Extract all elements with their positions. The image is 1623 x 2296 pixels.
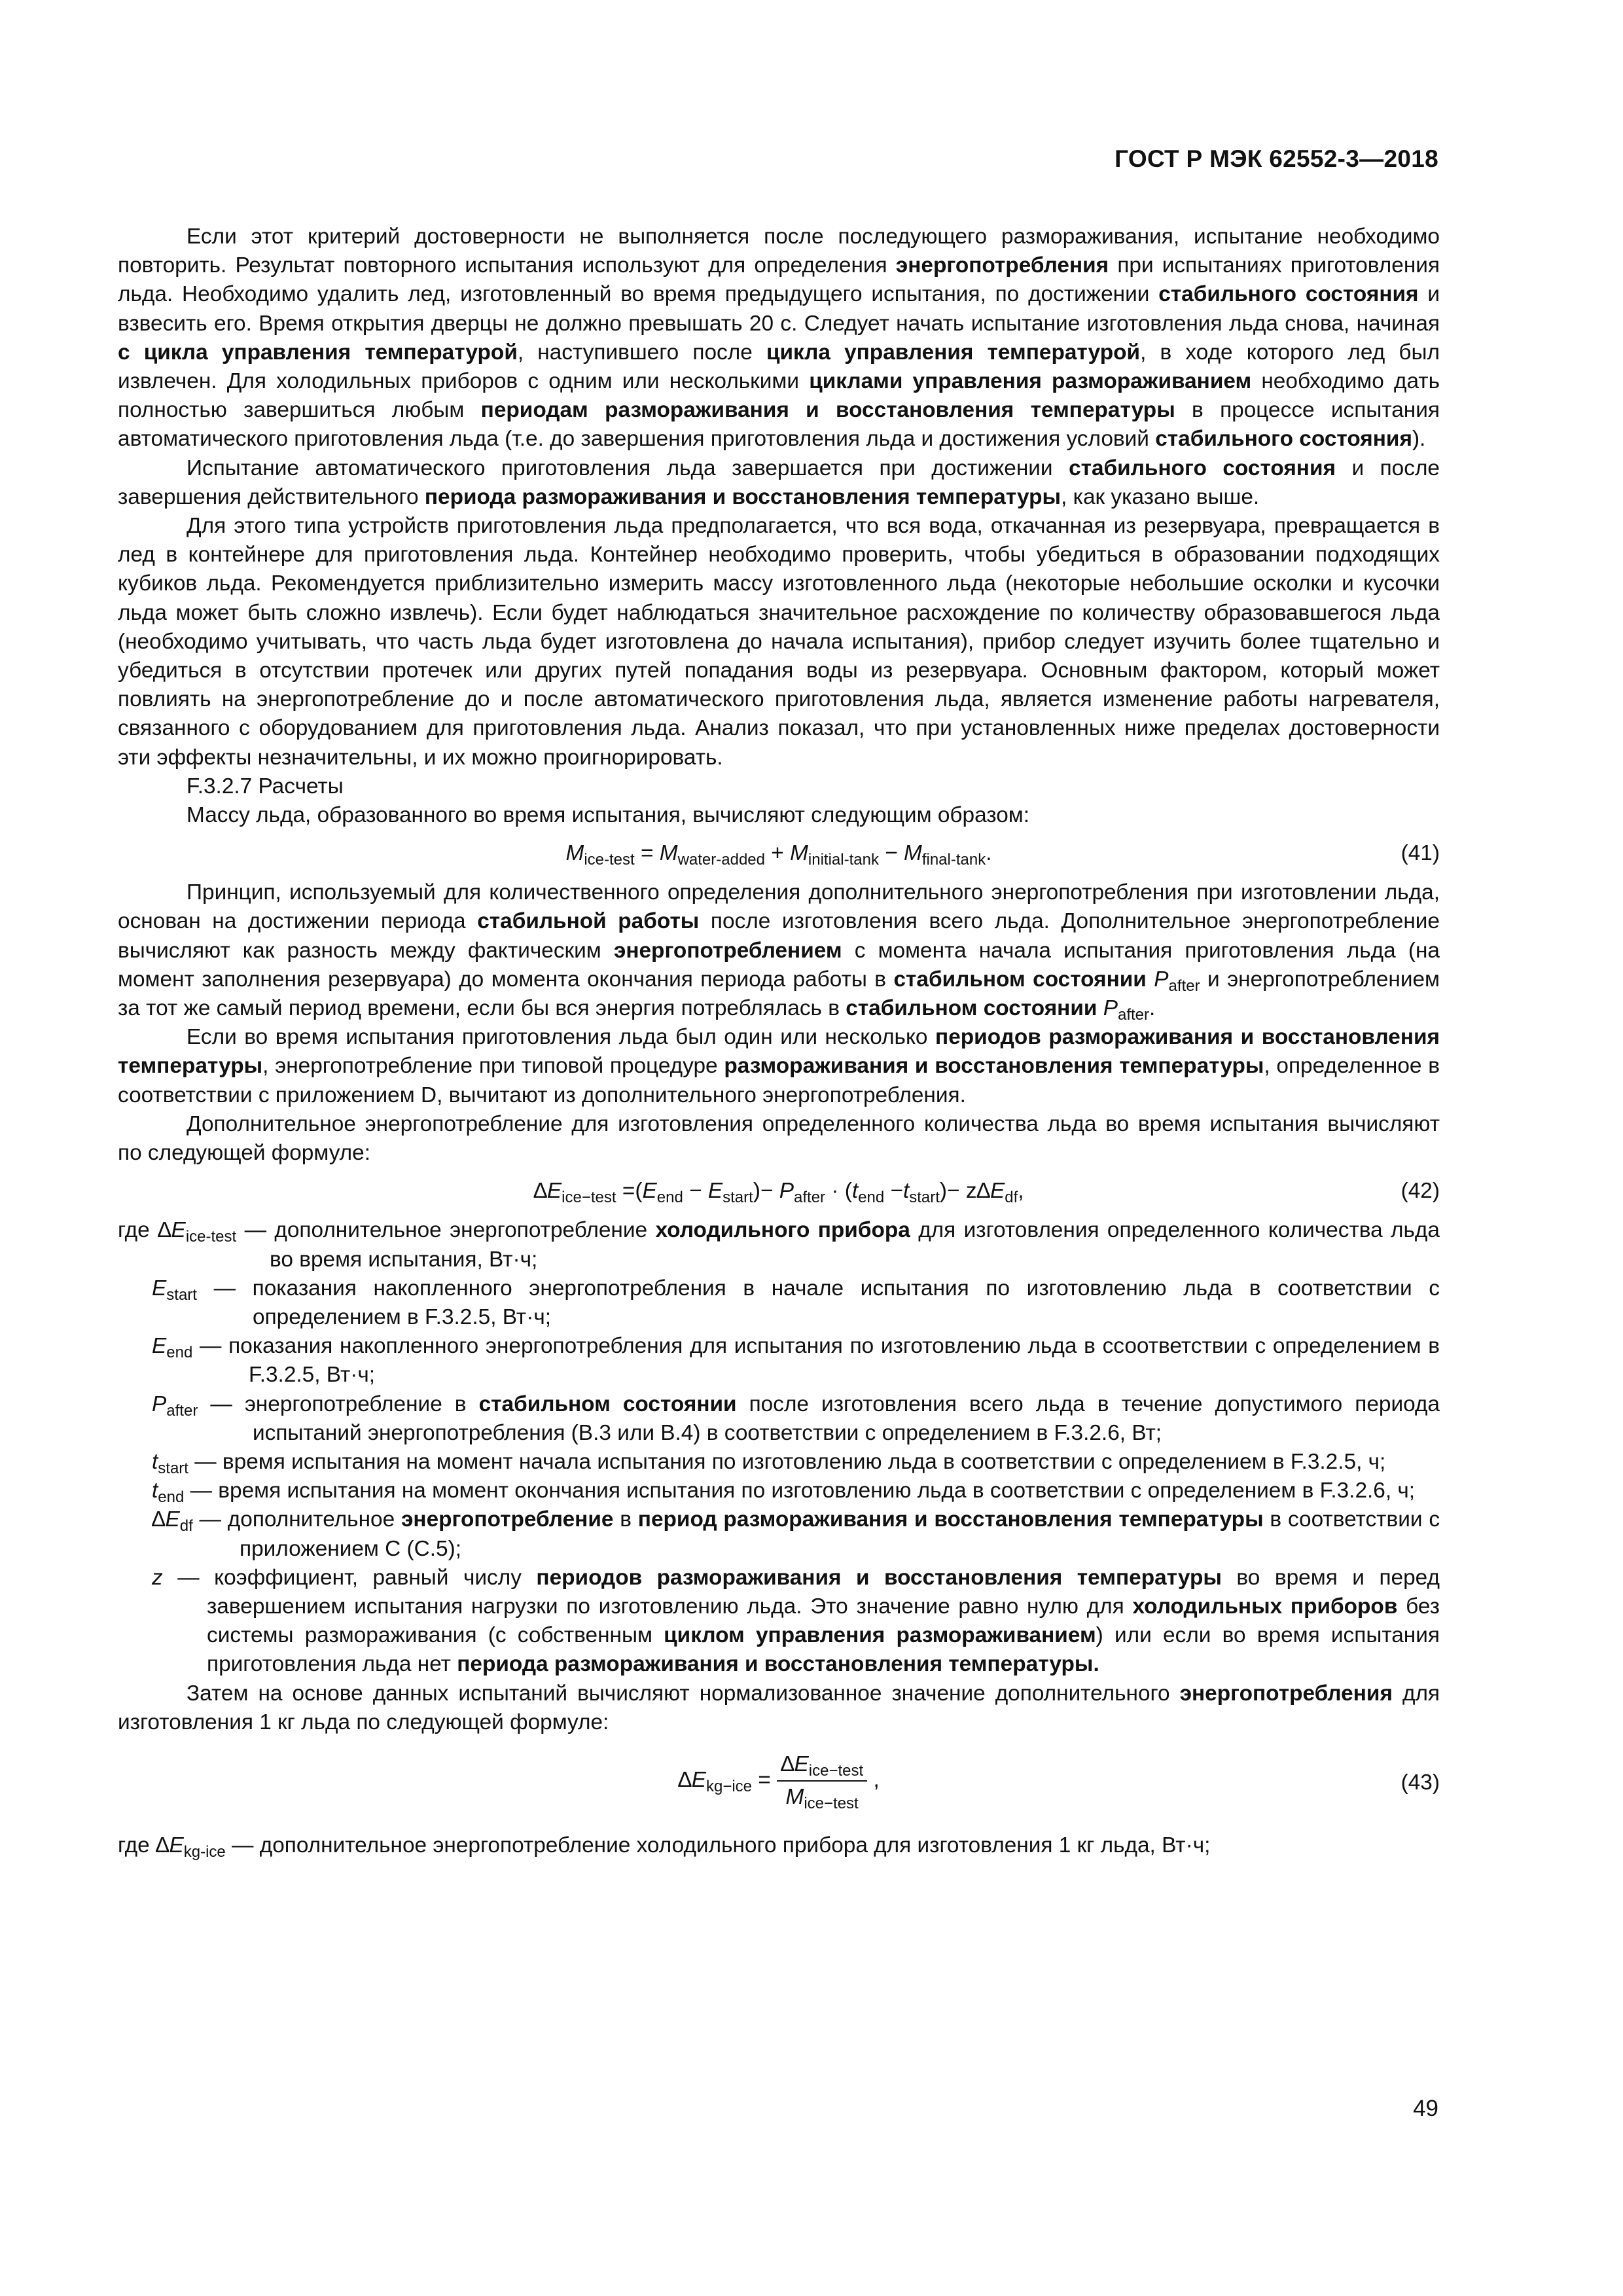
def-z: z — коэффициент, равный числу периодов размораживания и восстановления температуры во время и перед завершением испытания нагрузки по изготовлению льда. Это значение равно нулю для холодильных приборов без системы размораживания (с собственным циклом управления размораживанием) или если во время испытания приготовления льда нет периода размораживания и восстановления температуры. xyxy=(152,1565,1440,1677)
paragraph-6: Если во время испытания приготовления льда был один или несколько периодов размораживания и восстановления температуры, энергопотребление при типовой процедуре размораживания и восстановления температуры, определенное в соответствии с приложением D, вычитают из дополнительного энергопотребления. xyxy=(118,1025,1440,1107)
paragraph-4: Массу льда, образованного во время испытания, вычисляют следующим образом: xyxy=(187,803,1030,828)
equation-43-formula: $\Delta E_{kg-ice}$ = $\frac{\Delta E_{ice-test}}{M_{ice-test}}$ , xyxy=(118,1750,1440,1812)
def-e-start: $E_{start}$ — показания накопленного энергопотребления в начале испытания по изготовлению льда в соответствии с определением в F.3.2.5, Вт·ч; xyxy=(152,1276,1440,1329)
equation-43-number: (43) xyxy=(1400,1770,1440,1795)
paragraph-7: Дополнительное энергопотребление для изготовления определенного количества льда во время испытания вычисляют по следующей формуле: xyxy=(118,1111,1440,1166)
equation-42 xyxy=(118,1172,1440,1211)
def-e-df: $\Delta E_{df}$ — дополнительное энергопотребление в период размораживания и восстановления температуры в соответствии с приложением C (C.5); xyxy=(152,1507,1440,1561)
section-heading-f327: F.3.2.7 Расчеты xyxy=(187,774,344,798)
paragraph-3: Для этого типа устройств приготовления льда предполагается, что вся вода, откачанная из резервуара, превращается в лед в контейнере для приготовления льда. Контейнер необходимо проверить, чтобы убедиться в образовании подходящих кубиков льда. Рекомендуется приблизительно измерить массу изготовленного льда (некоторые небольшие осколки и кусочки льда может быть сложно извлечь). Если будет наблюдаться значительное расхождение по количеству образовавшегося льда (необходимо учитывать, что часть льда будет изготовлена до начала испытания), прибор следует изучить более тщательно и убедиться в отсутствии протечек или других путей попадания воды из резервуара. Основным фактором, который может повлиять на энергопотребление до и после автоматического приготовления льда, является изменение работы нагревателя, связанного с оборудованием для приготовления льда. Анализ показал, что при установленных ниже пределах достоверности эти эффекты незначительны, и их можно проигнорировать. xyxy=(118,514,1440,770)
paragraph-8: Затем на основе данных испытаний вычисляют нормализованное значение дополнительного энергопотребления для изготовления 1 кг льда по следующей формуле: xyxy=(118,1681,1440,1734)
def-e-kg-ice: где $\Delta E_{kg-ice}$ — дополнительное энергопотребление холодильного прибора для изготовления 1 кг льда, Вт·ч; xyxy=(118,1833,1211,1861)
def-p-after: $P_{after}$ — энергопотребление в стабильном состоянии после изготовления всего льда в течение допустимого периода испытаний энергопотребления (B.3 или B.4) в соответствии с определением в F.3.2.6, Вт; xyxy=(152,1391,1440,1445)
def-e-ice-test: где $\Delta E_{ice-test}$ — дополнительное энергопотребление холодильного прибора для изготовления определенного количества льда во время испытания, Вт·ч; xyxy=(118,1218,1440,1272)
equation-41-number: (41) xyxy=(1400,841,1440,866)
def-t-end: $t_{end}$ — время испытания на момент окончания испытания по изготовлению льда в соответствии с определением в F.3.2.6, ч; xyxy=(152,1479,1416,1507)
equation-42-formula: $\Delta E_{ice-test} =(E_{end} - E_{start})- P_{after} \cdot (t_{end} -t_{start})- z\Delta E_{df}$, xyxy=(533,1179,1024,1207)
document-header: ГОСТ Р МЭК 62552-3—2018 xyxy=(1115,145,1438,172)
def-t-start: $t_{start}$ — время испытания на момент начала испытания по изготовлению льда в соответствии с определением в F.3.2.5, ч; xyxy=(152,1449,1386,1477)
paragraph-2: Испытание автоматического приготовления льда завершается при достижении стабильного состояния и после завершения действительного периода размораживания и восстановления температуры, как указано выше. xyxy=(118,456,1440,509)
equation-43 xyxy=(118,1741,1440,1826)
equation-41 xyxy=(118,834,1440,873)
paragraph-1: Если этот критерий достоверности не выполняется после последующего размораживания, испытание необходимо повторить. Результат повторного испытания используют для определения энергопотребления при испытаниях приготовления льда. Необходимо удалить лед, изготовленный во время предыдущего испытания, по достижении стабильного состояния и взвесить его. Время открытия дверцы не должно превышать 20 с. Следует начать испытание изготовления льда снова, начиная с цикла управления температурой, наступившего после цикла управления температурой, в ходе которого лед был извлечен. Для холодильных приборов с одним или несколькими циклами управления размораживанием необходимо дать полностью завершиться любым периодам размораживания и восстановления температуры в процессе испытания автоматического приготовления льда (т.е. до завершения приготовления льда и достижения условий стабильного состояния). xyxy=(118,224,1440,452)
definitions-42 xyxy=(118,1216,1440,1679)
def-e-end: $E_{end}$ — показания накопленного энергопотребления для испытания по изготовлению льда в ссоответствии с определением в F.3.2.5, Вт·ч; xyxy=(152,1334,1440,1388)
document-body xyxy=(118,223,1440,1860)
equation-42-number: (42) xyxy=(1400,1179,1440,1204)
paragraph-5: Принцип, используемый для количественного определения дополнительного энергопотребления при изготовлении льда, основан на достижении периода стабильной работы после изготовления всего льда. Дополнительное энергопотребление вычисляют как разность между фактическим энергопотреблением с момента начала испытания приготовления льда (на момент заполнения резервуара) до момента окончания периода работы в стабильном состоянии $P_{after}$ и энергопотреблением за тот же самый период времени, если бы вся энергия потреблялась в стабильном состоянии $P_{after}$. xyxy=(118,880,1440,1024)
equation-41-formula: $M_{ice-test} = M_{water-added} + M_{initial-tank} - M_{final-tank}$. xyxy=(565,841,992,869)
equation-43-fraction: $\frac{\Delta E_{ice-test}}{M_{ice-test}}$ xyxy=(777,1750,867,1812)
page-number: 49 xyxy=(1413,2096,1438,2121)
